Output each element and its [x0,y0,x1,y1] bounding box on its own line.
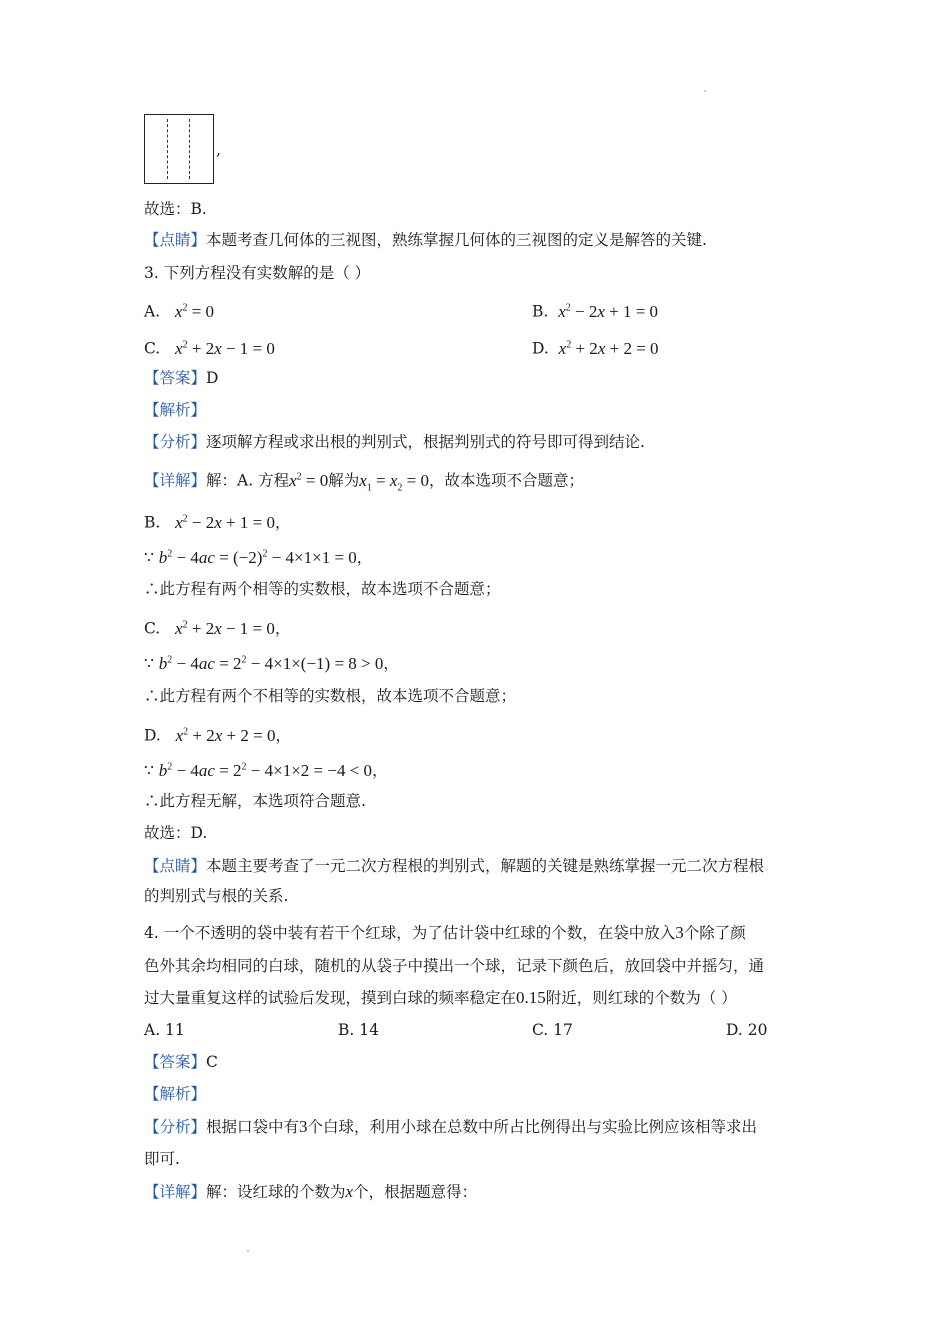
option-label: A. [144,302,161,321]
variable-x: x [345,1182,354,1201]
q3-option-d [532,334,659,360]
equation: $x^2 = 0$ [289,470,329,490]
q4-option-c: C. 17 [532,1021,573,1039]
dashed-line-left [167,119,168,179]
answer-tag: 【答案】 [144,369,207,387]
answer-line [144,367,218,389]
answer-line-4 [144,1051,218,1073]
equation: $x^2 + 2x + 2 = 0$ [558,338,659,358]
q3-option-a [144,297,214,323]
equation: $x^2 + 2x + 2 = 0$ [175,725,276,745]
case-label: C. [144,619,161,638]
q4-text: 4. 一个不透明的袋中装有若干个红球，为了估计袋中红球的个数，在袋中放入 [144,924,676,942]
q3-option-c [144,334,275,360]
case-d-conclusion: ∴此方程无解，本选项符合题意. [144,792,366,810]
detail-line [144,466,584,499]
three-view-figure [144,114,214,184]
detail-line-4 [144,1181,477,1203]
analysis-sub-tag: 【分析】 [144,433,207,451]
answer-tag: 【答案】 [144,1053,207,1071]
case-c-equation: C. $x^2 + 2x - 1 = 0$， [144,618,291,638]
case-d-equation: D. $x^2 + 2x + 2 = 0$， [144,725,291,745]
equation: $b^2 - 4ac = 2^2 - 4\times 1\times(-1) = 8 > 0$ [158,653,384,673]
question-4-line-3 [144,987,737,1009]
analysis-line [144,431,645,453]
detail-tag: 【详解】 [144,471,207,490]
analysis-line-4-cont: 即可. [144,1150,180,1168]
detail-text: 解：设红球的个数为 [206,1183,346,1201]
q4-option-a: A. 11 [144,1021,185,1039]
scan-speck [247,1250,249,1252]
question-4-line-1 [144,922,746,944]
comment-tag: 【点睛】 [144,231,207,249]
case-b-equation: B. $x^2 - 2x + 1 = 0$， [144,512,291,532]
option-label: C. [144,339,161,358]
equation: $x^2 + 2x - 1 = 0$ [175,618,275,638]
q4-option-b: B. 14 [338,1021,379,1039]
analysis-text: 根据口袋中有 [206,1118,300,1136]
equation: $x_1 = x_2 = 0$ [359,470,430,494]
final-choice: 故选：D. [144,824,208,842]
equation: $b^2 - 4ac = (-2)^2 - 4\times 1\times 1 = 0$ [158,547,357,567]
comment-text: 本题主要考查了一元二次方程根的判别式，解题的关键是熟练掌握一元二次方程根 [206,857,765,875]
equation: $x^2 - 2x + 1 = 0$ [175,512,275,532]
dashed-line-right [189,119,190,179]
case-label: D. [144,726,161,745]
figure-comma: , [216,140,222,159]
q3-option-b [532,297,658,323]
case-c-conclusion: ∴此方程有两个不相等的实数根，故本选项不合题意； [144,687,517,705]
answer-value: D [206,369,219,387]
analysis-number: 3 [299,1117,308,1136]
question-3: 3. 下列方程没有实数解的是（ ） [144,264,371,282]
comment-line-2 [144,855,764,877]
detail-text-mid: 解为 [328,471,360,490]
analysis-tag-4: 【解析】 [144,1085,207,1103]
analysis-sub-tag: 【分析】 [144,1118,207,1136]
analysis-text: 逐项解方程或求出根的判别式，根据判别式的符号即可得到结论. [206,433,645,451]
answer-value: C [206,1053,218,1071]
analysis-line-4 [144,1116,757,1138]
question-4-line-2: 色外其余均相同的白球，随机的从袋子中摸出一个球，记录下颜色后，放回袋中并摇匀，通 [144,957,765,975]
detail-text-pre: 解：A. 方程 [206,471,290,490]
analysis-text: 个白球，利用小球在总数中所占比例得出与实验比例应该相等求出 [307,1118,758,1136]
equation: $b^2 - 4ac = 2^2 - 4\times 1\times 2 = -4 < 0$ [158,760,373,780]
q4-number: 0.15 [516,988,546,1007]
analysis-tag: 【解析】 [144,401,207,419]
comment-line [144,229,707,251]
option-label: B. [532,302,549,321]
q4-number: 3 [675,923,684,942]
q4-text: 附近，则红球的个数为（ ） [545,989,737,1007]
detail-text: 个，根据题意得： [353,1183,478,1201]
case-c-discriminant: ∵ $b^2 - 4ac = 2^2 - 4\times 1\times(-1) = 8 > 0$， [144,653,399,673]
detail-tag: 【详解】 [144,1183,207,1201]
comment-line-2-cont: 的判别式与根的关系. [144,887,289,905]
scan-speck [704,90,706,92]
comment-text: 本题考查几何体的三视图，熟练掌握几何体的三视图的定义是解答的关键. [206,231,707,249]
q4-text: 过大量重复这样的试验后发现，摸到白球的频率稳定在 [144,989,517,1007]
answer-choice-line: 故选：B. [144,200,207,218]
case-label: B. [144,513,161,532]
equation: $x^2 - 2x + 1 = 0$ [558,301,659,321]
case-b-conclusion: ∴此方程有两个相等的实数根，故本选项不合题意； [144,580,501,598]
case-d-discriminant: ∵ $b^2 - 4ac = 2^2 - 4\times 1\times 2 = -4 < 0$， [144,760,388,780]
equation: $x^2 + 2x - 1 = 0$ [175,338,275,358]
option-label: D. [532,339,549,358]
detail-text-post: ，故本选项不合题意； [429,471,585,490]
q4-text: 个除了颜 [683,924,746,942]
case-b-discriminant: ∵ $b^2 - 4ac = (-2)^2 - 4\times 1\times 1 = 0$， [144,547,373,567]
q4-option-d: D. 20 [726,1021,768,1039]
comment-tag: 【点睛】 [144,857,207,875]
equation: $x^2 = 0$ [174,301,215,321]
